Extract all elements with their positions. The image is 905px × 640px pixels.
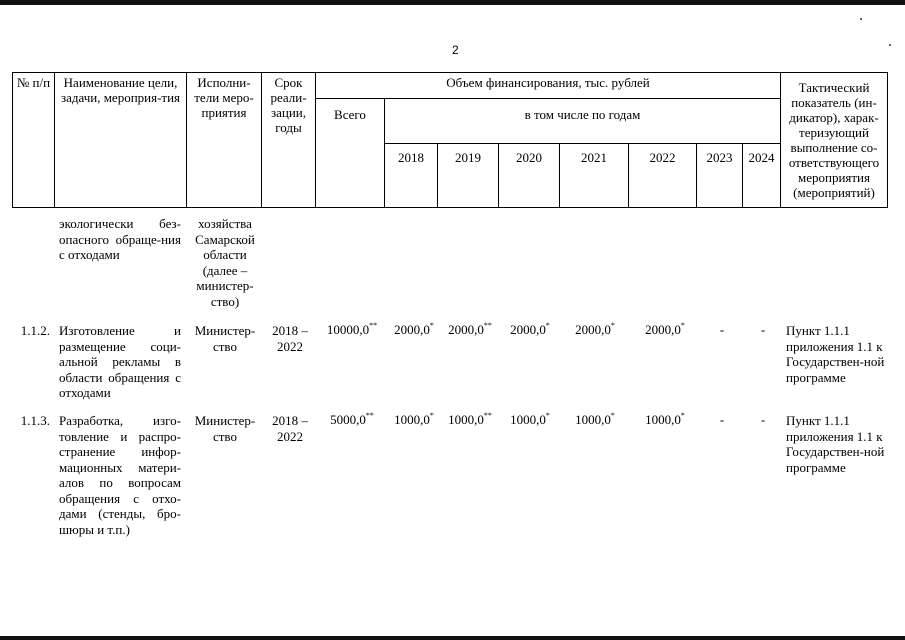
header-year: 2018: [385, 144, 438, 208]
continued-name: экологически без-опасного обраще-ния с отходами: [59, 216, 181, 262]
row-indicator: Пункт 1.1.1 приложения 1.1 к Государствен-ной программе: [786, 413, 885, 475]
page-number: 2: [452, 43, 459, 57]
header-year: 2022: [629, 144, 697, 208]
row-2023: -: [719, 322, 725, 337]
row-2024: -: [760, 322, 766, 337]
row-2020: 2000,0*: [510, 321, 550, 337]
row-2021: 1000,0*: [575, 411, 615, 427]
row-2021: 2000,0*: [575, 321, 615, 337]
header-year: 2024: [743, 144, 781, 208]
header-number: № п/п: [13, 73, 55, 208]
header-executor: Исполни-тели меро-приятия: [187, 73, 262, 208]
row-2022: 2000,0*: [645, 321, 685, 337]
row-term: 2018 – 2022: [272, 323, 308, 354]
header-by-years: в том числе по годам: [385, 99, 781, 144]
row-executor: Министер-ство: [194, 413, 256, 444]
row-indicator: Пункт 1.1.1 приложения 1.1 к Государствен-ной программе: [786, 323, 885, 385]
row-2023: -: [719, 412, 725, 427]
header-year: 2023: [697, 144, 743, 208]
header-total: Всего: [316, 99, 385, 208]
header-name: Наименование цели, задачи, мероприя-тия: [55, 73, 187, 208]
row-total: 10000,0**: [326, 321, 378, 337]
row-2019: 1000,0**: [448, 411, 492, 427]
row-2018: 1000,0*: [394, 411, 434, 427]
header-year: 2020: [499, 144, 560, 208]
header-indicator: Тактический показатель (ин-дикатор), харак-теризующий выполнение со-ответствующего мероприятия (мероприятий): [781, 73, 888, 208]
row-2020: 1000,0*: [510, 411, 550, 427]
scan-bottom-border: [0, 636, 905, 640]
row-2022: 1000,0*: [645, 411, 685, 427]
row-name: Разработка, изго-товление и распро-странение инфор-мационных матери-алов по вопросам обращения с отхо-дами (стенды, бро-шюры и т.п.): [59, 413, 181, 537]
header-year: 2019: [438, 144, 499, 208]
continued-executor: хозяйства Самарской области (далее – министер-ство): [195, 216, 255, 309]
table-header: [12, 72, 888, 208]
scan-speck: [889, 44, 891, 46]
row-number: 1.1.2.: [20, 323, 50, 338]
row-number: 1.1.3.: [20, 413, 50, 428]
header-funding: Объем финансирования, тыс. рублей: [316, 73, 781, 99]
row-2018: 2000,0*: [394, 321, 434, 337]
row-executor: Министер-ство: [194, 323, 256, 354]
header-term: Срок реали-зации, годы: [262, 73, 316, 208]
scan-top-border: [0, 0, 905, 5]
row-term: 2018 – 2022: [272, 413, 308, 444]
row-2019: 2000,0**: [448, 321, 492, 337]
scan-speck: [860, 18, 862, 20]
row-2024: -: [760, 412, 766, 427]
row-name: Изготовление и размещение соци-альной рекламы в области обращения с отходами: [59, 323, 181, 400]
header-year: 2021: [560, 144, 629, 208]
row-total: 5000,0**: [330, 411, 374, 427]
